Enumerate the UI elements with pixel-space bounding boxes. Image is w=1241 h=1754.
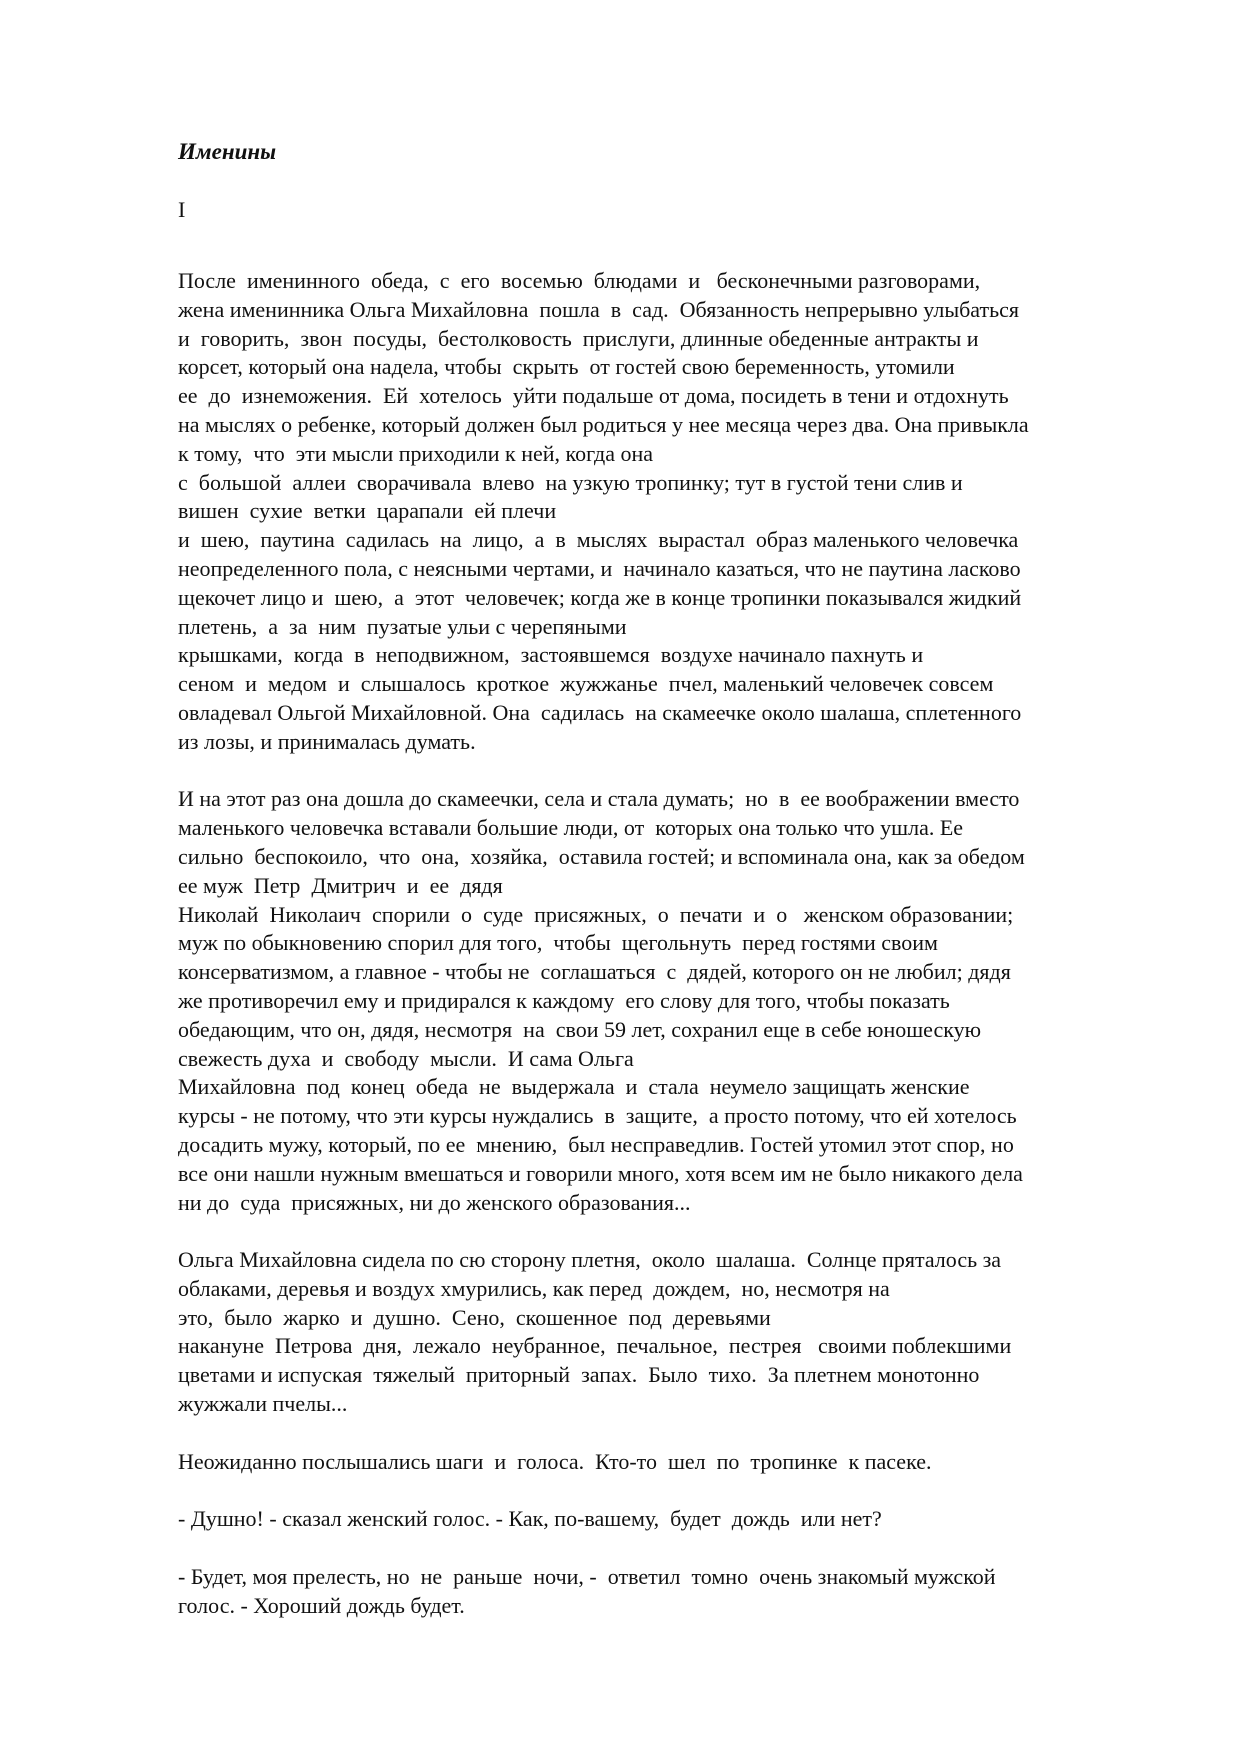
text-line: курсы - не потому, что эти курсы нуждались в защите, а просто потому, что ей хотелось <box>178 1103 1017 1129</box>
text-line: с большой аллеи сворачивала влево на узкую тропинку; тут в густой тени слив и <box>178 469 963 495</box>
text-line: корсет, который она надела, чтобы скрыть от гостей свою беременность, утомили <box>178 354 955 380</box>
text-line: же противоречил ему и придирался к каждому его слову для того, чтобы показать <box>178 987 950 1013</box>
document-title: Именины <box>178 139 277 164</box>
text-line: маленького человечка вставали большие люди, от которых она только что ушла. Ее <box>178 815 964 841</box>
text-line: жена именинника Ольга Михайловна пошла в сад. Обязанность непрерывно улыбаться <box>178 296 1020 322</box>
text-line: цветами и испуская тяжелый приторный запах. Было тихо. За плетнем монотонно <box>178 1362 980 1388</box>
paragraph <box>178 1246 1178 1419</box>
text-line: обедающим, что он, дядя, несмотря на свои 59 лет, сохранил еще в себе юношескую <box>178 1016 982 1042</box>
paragraph <box>178 1448 1178 1477</box>
text-line: Николай Николаич спорили о суде присяжных, о печати и о женском образовании; <box>178 901 1014 927</box>
text-line: консерватизмом, а главное - чтобы не соглашаться с дядей, которого он не любил; дядя <box>178 959 1011 985</box>
text-line: ее до изнеможения. Ей хотелось уйти подальше от дома, посидеть в тени и отдохнуть <box>178 383 1009 409</box>
text-line: и говорить, звон посуды, бестолковость прислуги, длинные обеденные антракты и <box>178 325 979 351</box>
text-line: неопределенного пола, с неясными чертами, и начинало казаться, что не паутина ласково <box>178 555 1021 581</box>
text-line: крышками, когда в неподвижном, застоявшемся воздухе начинало пахнуть и <box>178 642 924 668</box>
text-line: на мыслях о ребенке, который должен был родиться у нее месяца через два. Она привыкла <box>178 411 1029 437</box>
paragraph-spacer <box>178 757 1178 786</box>
paragraph <box>178 1505 1178 1534</box>
text-line: это, было жарко и душно. Сено, скошенное под деревьями <box>178 1304 771 1330</box>
text-line: свежесть духа и свободу мысли. И сама Ольга <box>178 1045 634 1071</box>
text-line: муж по обыкновению спорил для того, чтобы щегольнуть перед гостями своим <box>178 930 938 956</box>
document-page <box>178 138 1178 1620</box>
text-line: и шею, паутина садилась на лицо, а в мыслях вырастал образ маленького человечка <box>178 527 1019 553</box>
text-line: из лозы, и принималась думать. <box>178 728 476 754</box>
paragraph <box>178 785 1178 1217</box>
paragraph-spacer <box>178 1419 1178 1448</box>
text-line: Михайловна под конец обеда не выдержала и стала неумело защищать женские <box>178 1074 970 1100</box>
text-line: все они нашли нужным вмешаться и говорили много, хотя всем им не было никакого дела <box>178 1160 1023 1186</box>
text-line: ни до суда присяжных, ни до женского образования... <box>178 1189 691 1215</box>
text-line: щекочет лицо и шею, а этот человечек; когда же в конце тропинки показывался жидкий <box>178 584 1022 610</box>
text-line: - Душно! - сказал женский голос. - Как, по-вашему, будет дождь или нет? <box>178 1506 882 1532</box>
text-line: Неожиданно послышались шаги и голоса. Кто-то шел по тропинке к пасеке. <box>178 1448 932 1474</box>
paragraph-spacer <box>178 1217 1178 1246</box>
text-line: жужжали пчелы... <box>178 1391 348 1417</box>
chapter-number: I <box>178 197 186 222</box>
text-line: сеном и медом и слышалось кроткое жужжанье пчел, маленький человечек совсем <box>178 671 994 697</box>
paragraph-spacer <box>178 1534 1178 1563</box>
text-line: сильно беспокоило, что она, хозяйка, оставила гостей; и вспоминала она, как за обедом <box>178 843 1025 869</box>
text-line: к тому, что эти мысли приходили к ней, когда она <box>178 440 654 466</box>
text-line: вишен сухие ветки царапали ей плечи <box>178 498 557 524</box>
paragraph-spacer <box>178 1476 1178 1505</box>
text-line: досадить мужу, который, по ее мнению, был несправедлив. Гостей утомил этот спор, но <box>178 1131 1014 1157</box>
text-line: плетень, а за ним пузатые ульи с черепяными <box>178 613 627 639</box>
text-line: И на этот раз она дошла до скамеечки, села и стала думать; но в ее воображении вместо <box>178 786 1020 812</box>
text-line: голос. - Хороший дождь будет. <box>178 1592 465 1618</box>
document-body <box>178 267 1178 1620</box>
text-line: После именинного обеда, с его восемью блюдами и бесконечными разговорами, <box>178 268 981 293</box>
text-line: накануне Петрова дня, лежало неубранное, печальное, пестрея своими поблекшими <box>178 1333 1012 1359</box>
text-line: ее муж Петр Дмитрич и ее дядя <box>178 872 503 898</box>
text-line: облаками, деревья и воздух хмурились, как перед дождем, но, несмотря на <box>178 1275 890 1301</box>
text-line: Ольга Михайловна сидела по сю сторону плетня, около шалаша. Солнце пряталось за <box>178 1247 1002 1273</box>
paragraph <box>178 267 1178 757</box>
paragraph <box>178 1563 1178 1621</box>
text-line: - Будет, моя прелесть, но не раньше ночи, - ответил томно очень знакомый мужской <box>178 1563 996 1589</box>
text-line: овладевал Ольгой Михайловной. Она садилась на скамеечке около шалаша, сплетенного <box>178 699 1022 725</box>
